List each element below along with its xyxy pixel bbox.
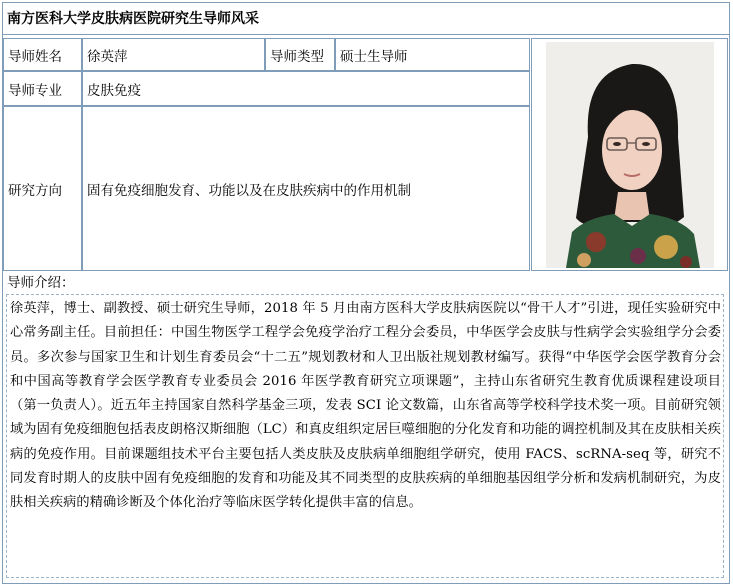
photo-cell xyxy=(531,38,728,271)
type-value: 硕士生导师 xyxy=(335,38,530,71)
name-label: 导师姓名 xyxy=(3,38,82,71)
intro-label: 导师介绍： xyxy=(7,275,75,291)
advisor-photo xyxy=(546,42,714,268)
research-value: 固有免疫细胞发育、功能以及在皮肤疾病中的作用机制 xyxy=(82,106,530,271)
page-title: 南方医科大学皮肤病医院研究生导师风采 xyxy=(3,3,729,35)
type-label: 导师类型 xyxy=(265,38,335,71)
major-label: 导师专业 xyxy=(3,71,82,106)
research-label: 研究方向 xyxy=(3,106,82,271)
name-value: 徐英萍 xyxy=(82,38,265,71)
major-value: 皮肤免疫 xyxy=(82,71,530,106)
intro-text: 徐英萍，博士、副教授、硕士研究生导师，2018 年 5 月由南方医科大学皮肤病医院以“骨干人才”引进，现任实验研究中心常务副主任。目前担任：中国生物医学工程学会免疫学治疗工程分会委员，中华医学会皮肤与性病学会实验组学分会委员。多次参与国家卫生和计划生育委员会“十二五”规划教材和人卫出版社规划教材编写。获得“中华医学会医学教育分会和中国高等教育学会医学教育专业委员会 2016 年医学教育研究立项课题”，主持山东省研究生教育优质课程建设项目（第一负责人）。近五年主持国家自然科学基金三项，发表 SCI 论文数篇，山东省高等学校科学技术奖一项。目前研究领域为固有免疫细胞包括表皮朗格汉斯细胞（LC）和真皮组织定居巨噬细胞的分化发育和功能的调控机制及其在皮肤相关疾病的免疫作用。目前课题组技术平台主要包括人类皮肤及皮肤病单细胞组学研究，使用 FACS、scRNA-seq 等，研究不同发育时期人的皮肤中固有免疫细胞的发育和功能及其不同类型的皮肤疾病的单细胞基因组学分析和发病机制研究，为皮肤相关疾病的精确诊断及个体化治疗等临床医学转化提供丰富的信息。 xyxy=(10,301,721,511)
